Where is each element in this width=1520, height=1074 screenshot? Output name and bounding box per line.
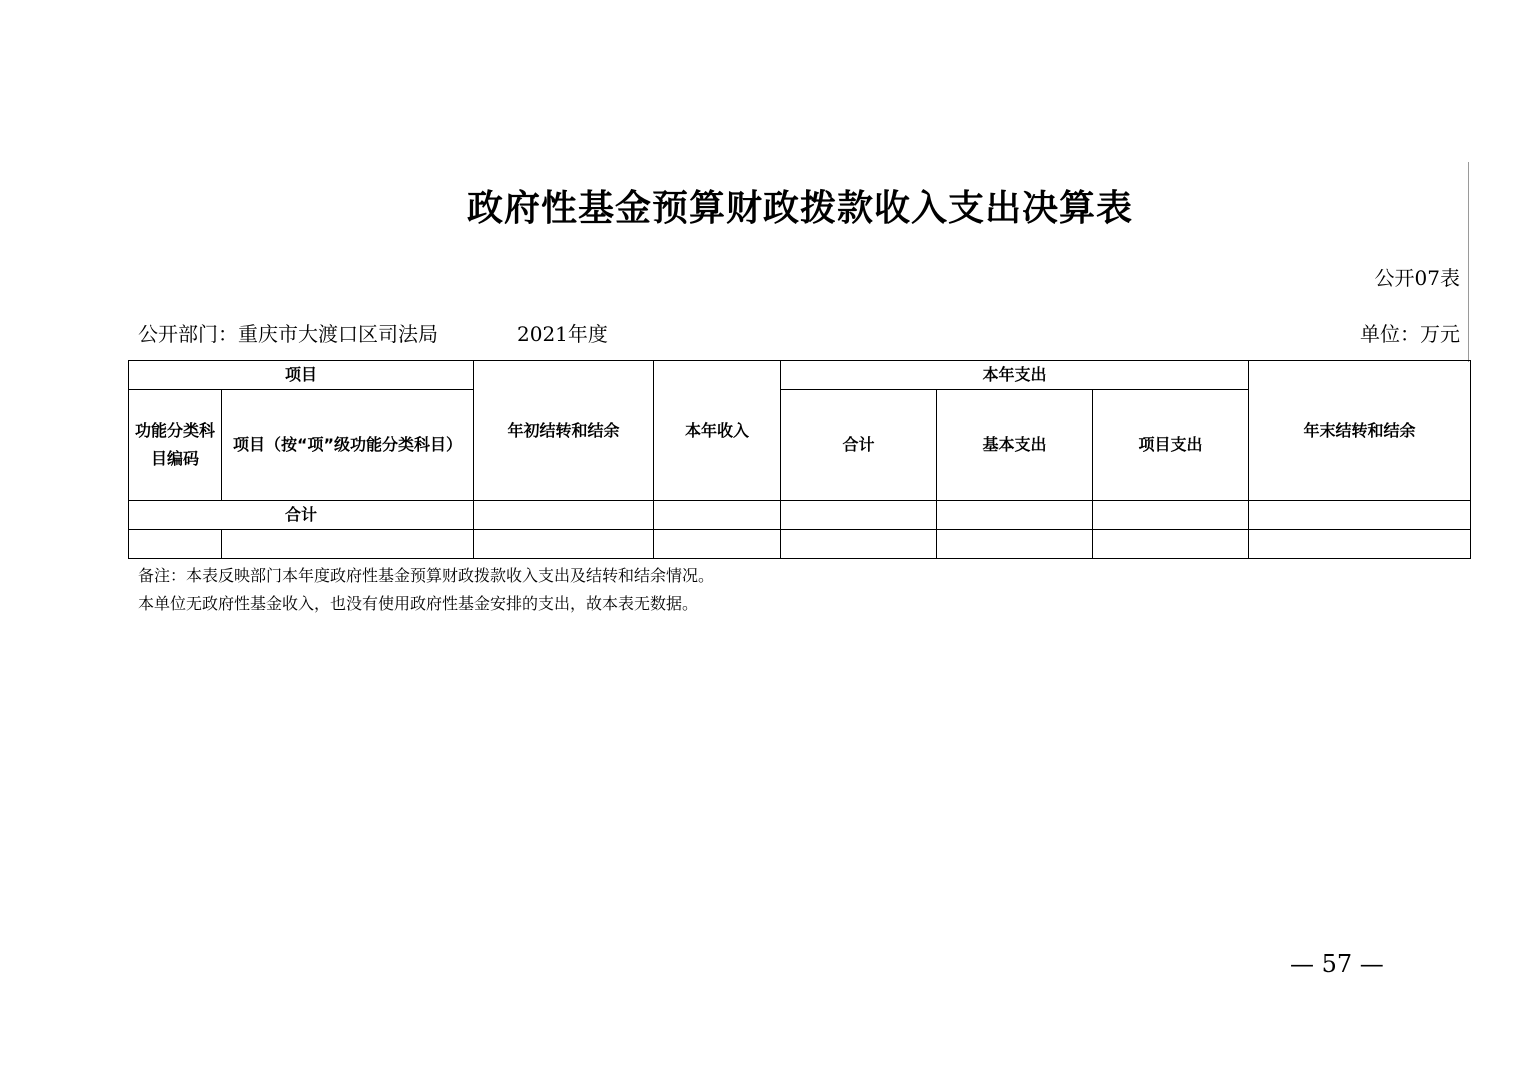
department-label: 公开部门：重庆市大渡口区司法局 [138,322,438,346]
header-expense-group: 本年支出 [781,361,1249,390]
cell-expense-project [1093,530,1249,559]
report-table [128,360,1471,559]
note-line-1: 备注：本表反映部门本年度政府性基金预算财政拨款收入支出及结转和结余情况。 [138,566,715,585]
unit-label: 单位：万元 [1360,322,1460,346]
header-expense-basic: 基本支出 [937,390,1093,501]
header-project: 项目 [129,361,474,390]
header-func-code: 功能分类科目编码 [129,390,222,501]
total-end-balance [1249,501,1471,530]
header-start-balance: 年初结转和结余 [474,361,654,501]
document-title: 政府性基金预算财政拨款收入支出决算表 [466,188,1133,229]
total-expense-project [1093,501,1249,530]
cell-func-code [129,530,222,559]
total-label: 合计 [129,501,474,530]
table-row [129,530,1471,559]
header-expense-project: 项目支出 [1093,390,1249,501]
note-line-2: 本单位无政府性基金收入，也没有使用政府性基金安排的支出，故本表无数据。 [138,594,699,613]
cell-start-balance [474,530,654,559]
cell-expense-total [781,530,937,559]
header-item-name: 项目（按“项”级功能分类科目） [222,390,474,501]
page-number: — 57 — [1290,950,1384,978]
fiscal-year-label: 2021年度 [517,322,608,346]
header-income: 本年收入 [654,361,781,501]
total-start-balance [474,501,654,530]
cell-expense-basic [937,530,1093,559]
form-number: 公开07表 [1374,266,1460,290]
header-expense-total: 合计 [781,390,937,501]
total-income [654,501,781,530]
total-expense-basic [937,501,1093,530]
total-row [129,501,1471,530]
cell-end-balance [1249,530,1471,559]
cell-item-name [222,530,474,559]
cell-income [654,530,781,559]
total-expense-total [781,501,937,530]
header-end-balance: 年末结转和结余 [1249,361,1471,501]
